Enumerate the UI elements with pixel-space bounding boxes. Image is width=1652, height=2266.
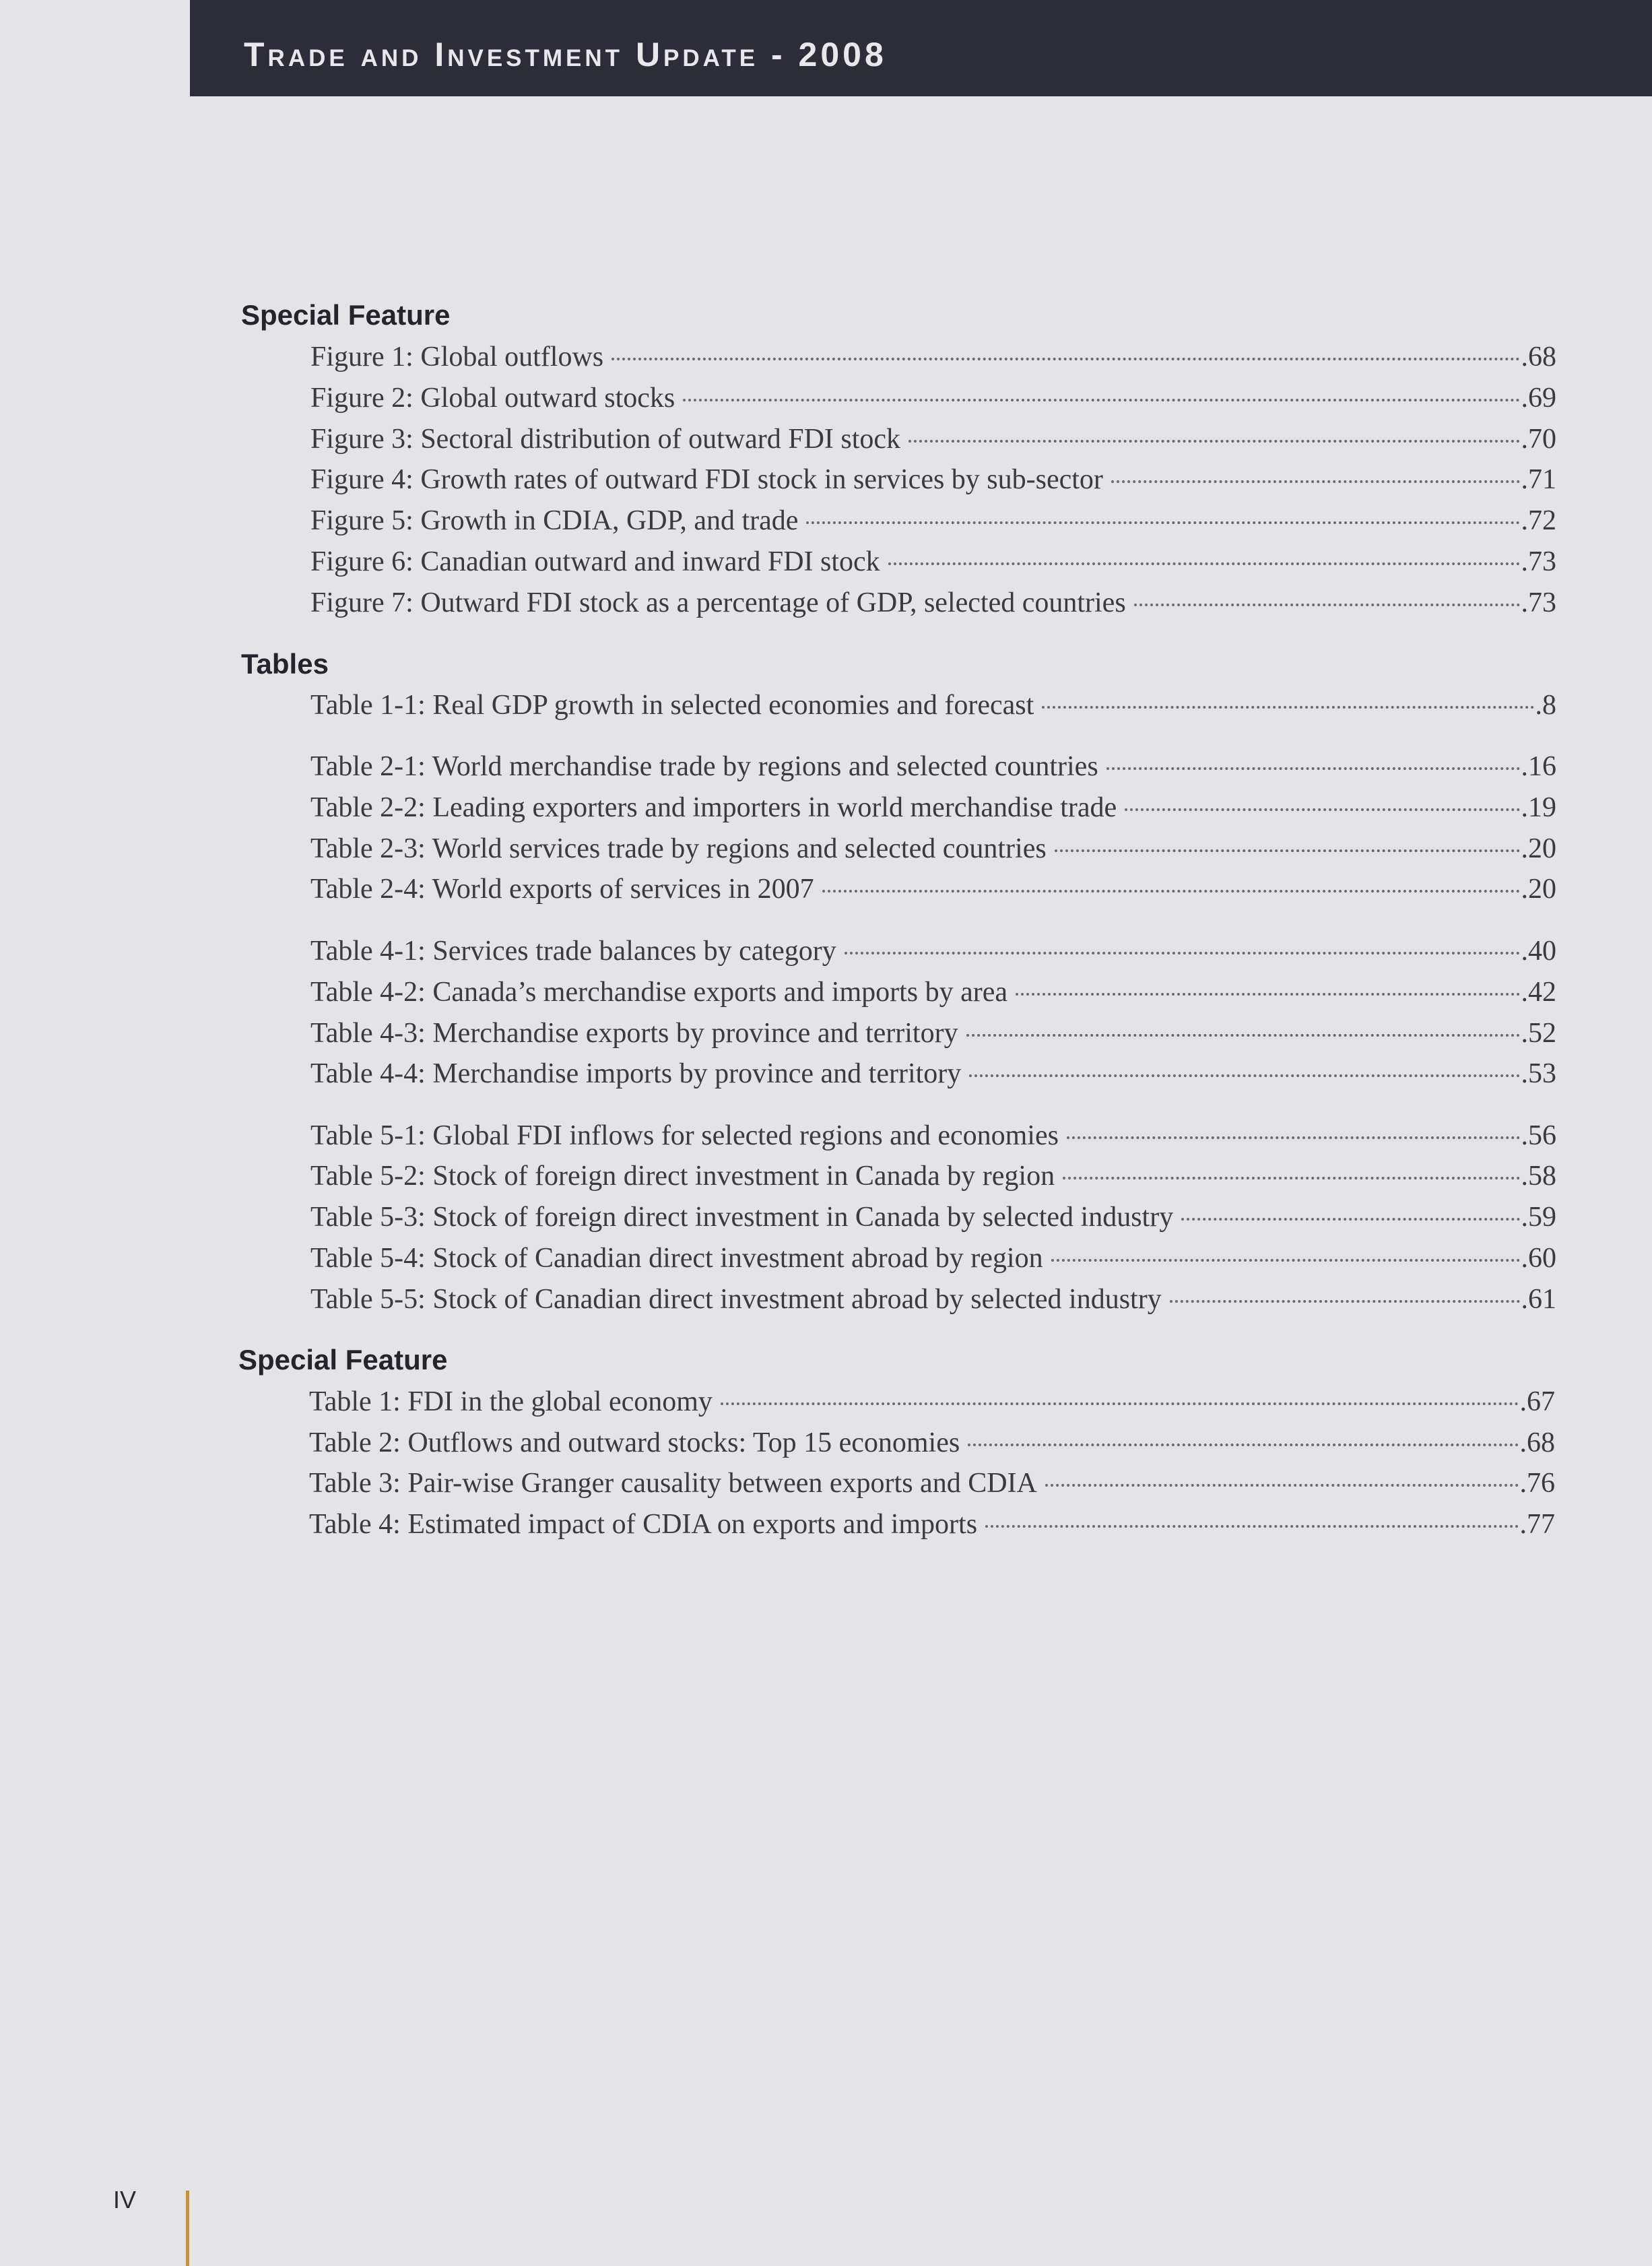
toc-entry[interactable]	[310, 791, 1556, 829]
dot-leader	[1063, 1177, 1519, 1179]
dot-leader	[908, 440, 1519, 443]
dot-leader	[969, 1074, 1519, 1077]
dot-leader	[1055, 849, 1520, 852]
toc-entry-page: .19	[1521, 792, 1556, 823]
dot-leader	[1181, 1218, 1519, 1221]
toc-entry[interactable]	[310, 1242, 1556, 1280]
toc-entry-label: Figure 1: Global outflows	[310, 342, 604, 373]
toc-entry-page: .72	[1521, 505, 1556, 536]
toc-entry[interactable]	[310, 1201, 1556, 1239]
toc-entry-page: .71	[1521, 464, 1556, 495]
toc-entry[interactable]	[310, 382, 1556, 420]
toc-entry-page: .68	[1519, 1427, 1555, 1458]
toc-entry[interactable]	[310, 1058, 1556, 1095]
toc-entry-label: Table 2: Outflows and outward stocks: Top 15 economies	[309, 1427, 960, 1458]
toc-entry[interactable]	[310, 1160, 1556, 1198]
toc-entry-page: .70	[1521, 424, 1556, 455]
toc-entry-label: Table 2-4: World exports of services in 2007	[310, 874, 814, 905]
toc-entry-page: .20	[1521, 833, 1556, 864]
toc-entry[interactable]	[310, 505, 1556, 542]
toc-entry-label: Figure 6: Canadian outward and inward FDI stock	[310, 546, 880, 577]
section-heading-tables: Tables	[241, 648, 329, 680]
dot-leader	[966, 1034, 1520, 1037]
dot-leader	[612, 358, 1519, 360]
dot-leader	[1045, 1484, 1519, 1487]
toc-entry-page: .60	[1521, 1243, 1556, 1274]
toc-entry-label: Figure 7: Outward FDI stock as a percentage of GDP, selected countries	[310, 587, 1126, 618]
toc-entry[interactable]	[310, 935, 1556, 973]
dot-leader	[1042, 706, 1533, 709]
dot-leader	[1111, 480, 1520, 483]
toc-entry-label: Table 4-4: Merchandise imports by province and territory	[310, 1058, 962, 1089]
dot-leader	[1067, 1136, 1520, 1139]
toc-entry[interactable]	[309, 1386, 1555, 1423]
toc-entry-page: .61	[1521, 1284, 1556, 1315]
toc-entry-page: .58	[1521, 1161, 1556, 1192]
dot-leader	[806, 521, 1519, 524]
dot-leader	[1170, 1300, 1520, 1303]
toc-entry-page: .20	[1521, 874, 1556, 905]
toc-entry-label: Table 2-1: World merchandise trade by regions and selected countries	[310, 751, 1098, 782]
toc-entry-label: Table 5-1: Global FDI inflows for selected regions and economies	[310, 1120, 1059, 1151]
toc-entry-page: .59	[1521, 1202, 1556, 1233]
toc-entry[interactable]	[310, 1283, 1556, 1321]
toc-entry-label: Figure 4: Growth rates of outward FDI stock in services by sub-sector	[310, 464, 1103, 495]
dot-leader	[1051, 1259, 1520, 1262]
toc-entry-label: Table 4-1: Services trade balances by category	[310, 936, 836, 967]
toc-entry-label: Table 4-2: Canada’s merchandise exports and imports by area	[310, 977, 1008, 1008]
toc-entry-label: Table 1-1: Real GDP growth in selected economies and forecast	[310, 690, 1034, 721]
toc-entry-page: .69	[1521, 383, 1556, 414]
toc-entry-label: Table 4: Estimated impact of CDIA on exports and imports	[309, 1509, 978, 1540]
toc-entry-label: Table 4-3: Merchandise exports by province and territory	[310, 1018, 958, 1049]
toc-entry-page: .40	[1521, 936, 1556, 967]
toc-entry[interactable]	[310, 341, 1556, 379]
toc-entry-label: Table 5-5: Stock of Canadian direct investment abroad by selected industry	[310, 1284, 1162, 1315]
dot-leader	[683, 399, 1519, 401]
toc-entry-label: Table 5-4: Stock of Canadian direct investment abroad by region	[310, 1243, 1043, 1274]
section-heading-special-feature-figures: Special Feature	[241, 299, 451, 331]
toc-entry-label: Table 2-2: Leading exporters and importers in world merchandise trade	[310, 792, 1117, 823]
toc-entry-label: Table 2-3: World services trade by regions and selected countries	[310, 833, 1047, 864]
toc-entry-page: .76	[1519, 1468, 1555, 1499]
toc-entry[interactable]	[310, 833, 1556, 870]
toc-entry[interactable]	[310, 976, 1556, 1014]
toc-entry[interactable]	[310, 689, 1556, 727]
toc-entry-page: .8	[1535, 690, 1556, 721]
toc-entry-page: .73	[1521, 546, 1556, 577]
toc-entry-label: Table 5-3: Stock of foreign direct investment in Canada by selected industry	[310, 1202, 1174, 1233]
toc-entry-page: .42	[1521, 977, 1556, 1008]
header-bar	[190, 0, 1652, 96]
dot-leader	[1125, 808, 1519, 811]
toc-entry-label: Table 1: FDI in the global economy	[309, 1386, 713, 1417]
toc-entry[interactable]	[309, 1467, 1555, 1505]
toc-entry-label: Figure 5: Growth in CDIA, GDP, and trade	[310, 505, 799, 536]
toc-entry[interactable]	[310, 587, 1556, 624]
toc-entry[interactable]	[310, 1120, 1556, 1157]
dot-leader	[1134, 604, 1520, 606]
toc-entry-label: Table 3: Pair-wise Granger causality between exports and CDIA	[309, 1468, 1037, 1499]
toc-entry-label: Figure 2: Global outward stocks	[310, 383, 675, 414]
dot-leader	[888, 562, 1520, 565]
toc-entry-page: .52	[1521, 1018, 1556, 1049]
toc-entry-label: Figure 3: Sectoral distribution of outward FDI stock	[310, 424, 901, 455]
toc-entry[interactable]	[310, 423, 1556, 461]
toc-entry-page: .53	[1521, 1058, 1556, 1089]
dot-leader	[1016, 993, 1519, 996]
toc-entry[interactable]	[310, 546, 1556, 583]
margin-rule	[186, 2191, 189, 2266]
toc-entry-page: .16	[1521, 751, 1556, 782]
dot-leader	[845, 952, 1520, 954]
section-heading-special-feature-tables: Special Feature	[238, 1344, 448, 1375]
toc-entry[interactable]	[309, 1508, 1555, 1546]
toc-entry-page: .68	[1521, 342, 1556, 373]
toc-entry-page: .67	[1519, 1386, 1555, 1417]
toc-entry-page: .56	[1521, 1120, 1556, 1151]
dot-leader	[1106, 767, 1520, 770]
dot-leader	[985, 1525, 1518, 1528]
toc-entry[interactable]	[310, 873, 1556, 911]
page-number: IV	[113, 2186, 137, 2213]
document-title: Trade and Investment Update - 2008	[244, 36, 887, 73]
dot-leader	[822, 890, 1520, 893]
dot-leader	[968, 1444, 1518, 1446]
dot-leader	[721, 1402, 1519, 1405]
toc-entry[interactable]	[310, 463, 1556, 501]
toc-entry-page: .77	[1519, 1509, 1555, 1540]
toc-entry-page: .73	[1521, 587, 1556, 618]
toc-entry-label: Table 5-2: Stock of foreign direct investment in Canada by region	[310, 1161, 1055, 1192]
toc-entry[interactable]	[310, 750, 1556, 788]
toc-entry[interactable]	[310, 1017, 1556, 1055]
toc-entry[interactable]	[309, 1427, 1555, 1464]
